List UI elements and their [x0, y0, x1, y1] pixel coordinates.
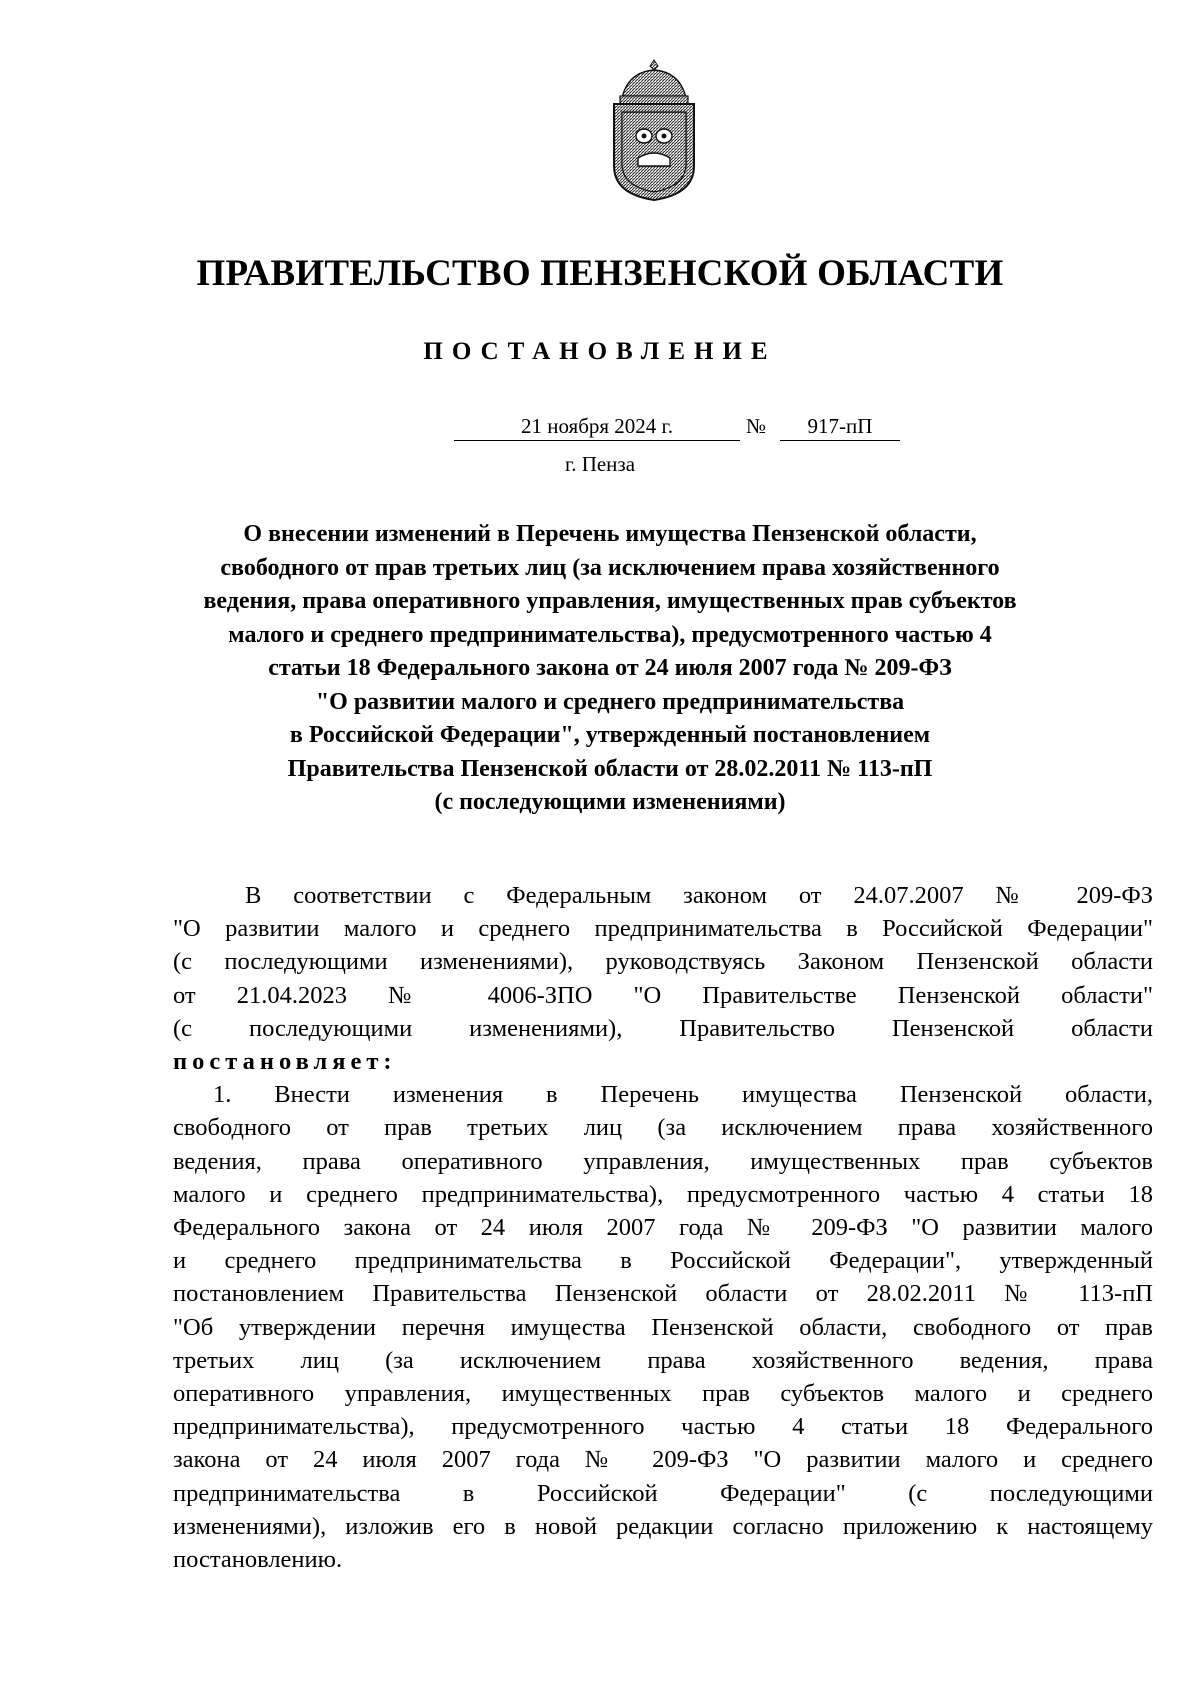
item1-line: постановлением Правительства Пензенской области от 28.02.2011 № 113-пП	[173, 1280, 1153, 1308]
document-subject	[160, 518, 1060, 820]
subject-line: малого и среднего предпринимательства), предусмотренного частью 4	[228, 621, 992, 648]
subject-line: Правительства Пензенской области от 28.02.2011 № 113-пП	[287, 755, 933, 782]
item1-line: третьих лиц (за исключением права хозяйственного ведения, права	[173, 1346, 1153, 1374]
subject-line: в Российской Федерации", утвержденный постановлением	[289, 722, 931, 748]
document-date: 21 ноября 2024 г.	[454, 412, 740, 441]
item1-line: предпринимательства в Российской Федерации" (с последующими	[173, 1479, 1153, 1507]
item1-line: и среднего предпринимательства в Российской Федерации", утвержденный	[173, 1247, 1153, 1275]
preamble-line: В соответствии с Федеральным законом от 24.07.2007 № 209-ФЗ	[245, 882, 1153, 909]
preamble-line: "О развитии малого и среднего предпринимательства в Российской Федерации"	[173, 915, 1153, 943]
item1-line: изменениями), изложив его в новой редакции согласно приложению к настоящему	[173, 1512, 1153, 1540]
item1-line: оперативного управления, имущественных прав субъектов малого и среднего	[173, 1380, 1153, 1408]
item1-line: закона от 24 июля 2007 года № 209-ФЗ "О развитии малого и среднего	[173, 1446, 1153, 1474]
document-body	[173, 879, 1153, 1576]
item1-line: предпринимательства), предусмотренного частью 4 статьи 18 Федерального	[173, 1413, 1153, 1441]
government-title: ПРАВИТЕЛЬСТВО ПЕНЗЕНСКОЙ ОБЛАСТИ	[196, 253, 1004, 294]
number-sign: №	[746, 414, 767, 438]
item1-line: ведения, права оперативного управления, имущественных прав субъектов	[173, 1147, 1153, 1175]
item1-line: Федерального закона от 24 июля 2007 года № 209-ФЗ "О развитии малого	[173, 1214, 1153, 1242]
item1-line: постановлению.	[173, 1546, 343, 1574]
preamble-line: (с последующими изменениями), руководствуясь Законом Пензенской области	[173, 948, 1153, 976]
item1-line: 1. Внести изменения в Перечень имущества Пензенской области,	[213, 1081, 1153, 1109]
subject-line: О внесении изменений в Перечень имущества Пензенской области,	[243, 521, 977, 547]
document-city: г. Пенза	[564, 452, 636, 476]
subject-line: свободного от прав третьих лиц (за исключением права хозяйственного	[220, 554, 1000, 581]
document-type: ПОСТАНОВЛЕНИЕ	[423, 338, 777, 365]
item1-line: малого и среднего предпринимательства), предусмотренного частью 4 статьи 18	[173, 1180, 1153, 1208]
subject-line: ведения, права оперативного управления, имущественных прав субъектов	[203, 588, 1017, 614]
document-number: 917-пП	[780, 412, 900, 441]
subject-line: (с последующими изменениями)	[434, 789, 786, 815]
preamble-line: (с последующими изменениями), Правительство Пензенской области	[173, 1014, 1153, 1042]
subject-line: "О развитии малого и среднего предпринимательства	[315, 688, 905, 715]
subject-line: статьи 18 Федерального закона от 24 июля 2007 года № 209-ФЗ	[268, 655, 952, 681]
item1-line: свободного от прав третьих лиц (за исключением права хозяйственного	[173, 1114, 1153, 1142]
item1-line: "Об утверждении перечня имущества Пензенской области, свободного от прав	[173, 1313, 1153, 1341]
resolves-word: постановляет:	[173, 1048, 397, 1076]
coat-of-arms-emblem	[608, 58, 700, 206]
preamble-line: от 21.04.2023 № 4006-ЗПО "О Правительстве Пензенской области"	[173, 981, 1153, 1009]
